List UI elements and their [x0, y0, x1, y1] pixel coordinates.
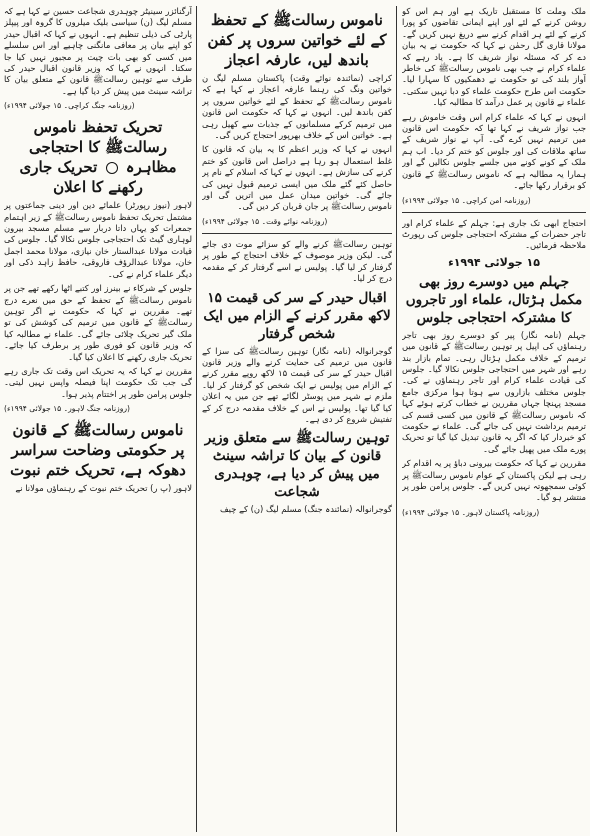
headline-women-kafan: ناموس رسالتﷺ کے تحفظ کے لئے خواتین سروں پر کفن باندھ لیں، عارفہ اعجاز — [207, 11, 387, 69]
source-citation: (روزنامہ نوائے وقت۔ ۱۵ جولائی ۱۹۹۴ء) — [202, 216, 328, 226]
article-paragraph: انہوں نے کہا کہ علماء کرام اس وقت خاموش رہے جب نواز شریف نے کہا تھا کہ حکومت اس قانون میں ترمیم نہیں کرے گی۔ آپ نے نواز شریف کے ساتھ ملاقات کی اور جلوس کو ختم کر دیا۔ اب ہم ملک کے کونے کونے میں جلسے جلوس نکالیں گے اور ہمارا یہ مطالبہ ہے کہ ناموس رسالتﷺ کے قانون کو برقرار رکھا جائے۔ — [402, 111, 586, 191]
divider — [202, 233, 392, 234]
article-paragraph: جہلم (نامہ نگار) پیر کو دوسرے روز بھی تاجر رہنماؤں کی اپیل پر توہین رسالتﷺ کے قانون میں ترمیم کے خلاف مکمل ہڑتال رہی۔ تمام بازار بند رہے اور شہر میں احتجاجی جلوس نکالا گیا۔ جلوس کی قیادت علماء کرام اور تاجر رہنماؤں نے کی۔ جلوس مختلف بازاروں سے ہوتا ہوا مرکزی جامع مسجد پہنچا جہاں مقررین نے خطاب کرتے ہوئے کہا کہ ناموس رسالتﷺ کے قانون میں کسی قسم کی ترمیم برداشت نہیں کی جائے گی۔ علماء نے حکومت کو خبردار کیا کہ اگر یہ قانون تبدیل کیا گیا تو تحریک پورے ملک میں پھیل جائے گی۔ — [402, 329, 586, 454]
right-column — [402, 6, 586, 832]
headline-protest-rally — [4, 117, 192, 197]
article-paragraph: گوجرانوالہ (نمائندہ جنگ) مسلم لیگ (ن) کے چیف — [220, 504, 392, 515]
source-citation: (روزنامہ جنگ لاہور۔ ۱۵ جولائی ۱۹۹۴ء) — [4, 404, 131, 414]
column-divider — [396, 6, 397, 832]
source-citation: (روزنامہ پاکستان لاہور۔ ۱۵ جولائی ۱۹۹۴ء) — [402, 507, 540, 517]
middle-column — [202, 6, 392, 832]
article-paragraph: کراچی (نمائندہ نوائے وقت) پاکستان مسلم لیگ ن خواتین ونگ کی رہنما عارفہ اعجاز نے کہا ہے کہ ناموس رسالتﷺ کے تحفظ کے لئے خواتین سروں پر کفن باندھ لیں۔ انہوں نے کہا کہ حکومت اس قانون میں ترمیم کرکے مسلمانوں کے جذبات سے کھیل رہی ہے۔ خواتین اس کے خلاف بھرپور احتجاج کریں گی۔ — [202, 73, 392, 141]
headline-govt-deception: ناموس رسالتﷺ کے قانون پر حکومتی وضاحت سراسر دھوکہ ہے، تحریک ختم نبوت — [10, 421, 186, 480]
source-citation: (روزنامہ امن کراچی۔ ۱۵ جولائی ۱۹۹۴ء) — [402, 195, 531, 205]
circle-bullet-icon — [106, 162, 118, 174]
article-paragraph: ملک وملت کا مستقبل تاریک ہے اور ہم اس کو روشن کرنے کے لئے اور اپنے ایمانی تقاضوں کو پورا کرنے کے لئے ہر اقدام کرنے سے دریغ نہیں کریں گے۔ مولانا قاری گل رحمٰن نے کہا کہ حکومت نے یہ بیان دے کر کہ مسئلہ نواز شریف کا ہے۔ یاد رہے کہ علماء کرام نے جب بھی ناموس رسالتﷺ کی خاطر آواز بلند کی تو حکومت نے دھمکیوں کا سہارا لیا۔ حکومت اس طرح حکومت علماء کو دبا نہیں سکتی۔ علماء نے قانون پر عمل درآمد کا مطالبہ کیا۔ — [402, 6, 586, 108]
headline-line — [4, 157, 192, 197]
article-paragraph: مقررین نے کہا کہ یہ تحریک اس وقت تک جاری رہے گی جب تک حکومت اپنا فیصلہ واپس نہیں لیتی۔ جلوس پرامن طور پر اختتام پذیر ہوا۔ — [4, 365, 192, 399]
editorial-note: احتجاج ابھی تک جاری ہے: جہلم کے علماء کرام اور تاجر حضرات کے مشترکہ احتجاجی جلوس کی رپورٹ ملاحظہ فرمائیں۔ — [402, 217, 586, 251]
headline-word: تحریک جاری رکھنے کا اعلان — [19, 158, 143, 197]
headline-bounty-arrest: اقبال حیدر کے سر کی قیمت ۱۵ لاکھ مقرر کرنے کے الزام میں ایک شخص گرفتار — [203, 289, 391, 342]
headline-senate-statement: توہین رسالتﷺ سے متعلق وزیر قانون کے بیان کا تراشہ سینٹ میں پیش کر دیا ہے، چوہدری شجاعت — [204, 430, 390, 501]
article-paragraph: آرگنائزر سینیٹر چوہدری شجاعت حسین نے کہا ہے کہ مسلم لیگ (ن) سیاسی بلیک میلروں کا گروہ اور پیپلز پارٹی کی ذیلی تنظیم ہے۔ انہوں نے کہا کہ اقبال حیدر کو اپنے بیان پر معافی مانگنی چاہیے اور اس سلسلے میں کسی کو بھی بات چیت پر مجبور نہیں کیا جا سکتا۔ انہوں نے کہا کہ وزیر قانون اقبال حیدر کی طرف سے توہین رسالتﷺ قانون کے متعلق بیان کا تراشہ سینٹ میں پیش کر دیا گیا ہے۔ — [4, 6, 192, 96]
headline-jhelum-strike: جہلم میں دوسرے روز بھی مکمل ہڑتال، علماء اور تاجروں کا مشترکہ احتجاجی جلوس — [405, 273, 583, 326]
article-paragraph: گوجرانوالہ (نامہ نگار) توہین رسالتﷺ کی سزا کے قانون میں ترمیم کی حمایت کرنے والے وزیر قانون اقبال حیدر کے سر کی قیمت ۱۵ لاکھ روپے مقرر کرنے کے الزام میں پولیس نے ایک شخص کو گرفتار کر لیا۔ ملزم نے شہر میں پوسٹر لگائے تھے جن میں یہ اعلان کیا گیا تھا۔ پولیس نے اس کے خلاف مقدمہ درج کر کے تفتیش شروع کر دی ہے۔ — [202, 345, 392, 424]
article-paragraph: جلوس کے شرکاء نے بینرز اور کتبے اٹھا رکھے تھے جن پر ناموس رسالتﷺ کے تحفظ کے حق میں نعرے درج تھے۔ مقررین نے کہا کہ حکومت نے اگر توہین رسالتﷺ کے قانون میں ترمیم کی کوشش کی تو ملک گیر تحریک چلائی جائے گی۔ علماء نے مطالبہ کیا کہ وزیر قانون کو فوری طور پر برطرف کیا جائے۔ تحریک جاری رکھنے کا اعلان کیا گیا۔ — [4, 283, 192, 362]
divider — [402, 212, 586, 213]
date-heading: ۱۵ جولائی ۱۹۹۴ء — [448, 255, 540, 269]
article-paragraph: مقررین نے کہا کہ حکومت بیرونی دباؤ پر یہ اقدام کر رہی ہے لیکن پاکستان کے عوام ناموس رسالتﷺ پر کوئی سمجھوتہ نہیں کریں گے۔ جلوس پرامن طور پر منتشر ہو گیا۔ — [402, 458, 586, 503]
article-paragraph: لاہور (نیوز رپورٹر) علمائے دین اور دینی جماعتوں پر مشتمل تحریک تحفظ ناموس رسالتﷺ کے زیر اہتمام جمعرات کو یہاں داتا دربار سے مسلم مسجد بیرون لوہاری گیٹ تک احتجاجی جلوس نکالا گیا۔ جلوس کی قیادت مولانا عبدالستار خان نیازی، مولانا محمد اجمل خان، مولانا عبدالرؤف فاروقی، حافظ زاہد ذکی اور دیگر علماء کرام نے کی۔ — [4, 200, 192, 279]
column-divider — [196, 6, 197, 832]
article-paragraph: لاہور (پ ر) تحریک ختم نبوت کے رہنماؤں مولانا نے — [15, 483, 192, 494]
left-column — [4, 6, 192, 832]
headline-word: مظاہرہ — [125, 158, 177, 177]
headline-line: تحریک تحفظ ناموس رسالتﷺ کا احتجاجی — [29, 118, 167, 157]
source-citation: (روزنامہ جنگ کراچی۔ ۱۵ جولائی ۱۹۹۴ء) — [4, 101, 135, 111]
article-paragraph: انہوں نے کہا کہ وزیر اعظم کا یہ بیان کہ قانون کا غلط استعمال ہو رہا ہے دراصل اس قانون کو ختم کرنے کی سازش ہے۔ انہوں نے کہا کہ اسلام کے نام پر حاصل کئے گئے ملک میں ایسی ترمیم قبول نہیں کی جائے گی۔ خواتین میدان عمل میں اتریں گی اور ناموس رسالتﷺ پر جان قربان کر دیں گی۔ — [202, 144, 392, 212]
article-paragraph: توہین رسالتﷺ کرنے والے کو سزائے موت دی جائے گی۔ لیکن وزیر موصوف کے خلاف احتجاج کے طور پر گرفتار کر لیا گیا۔ پولیس نے اسے گرفتار کر کے مقدمہ درج کر لیا۔ — [202, 238, 392, 284]
